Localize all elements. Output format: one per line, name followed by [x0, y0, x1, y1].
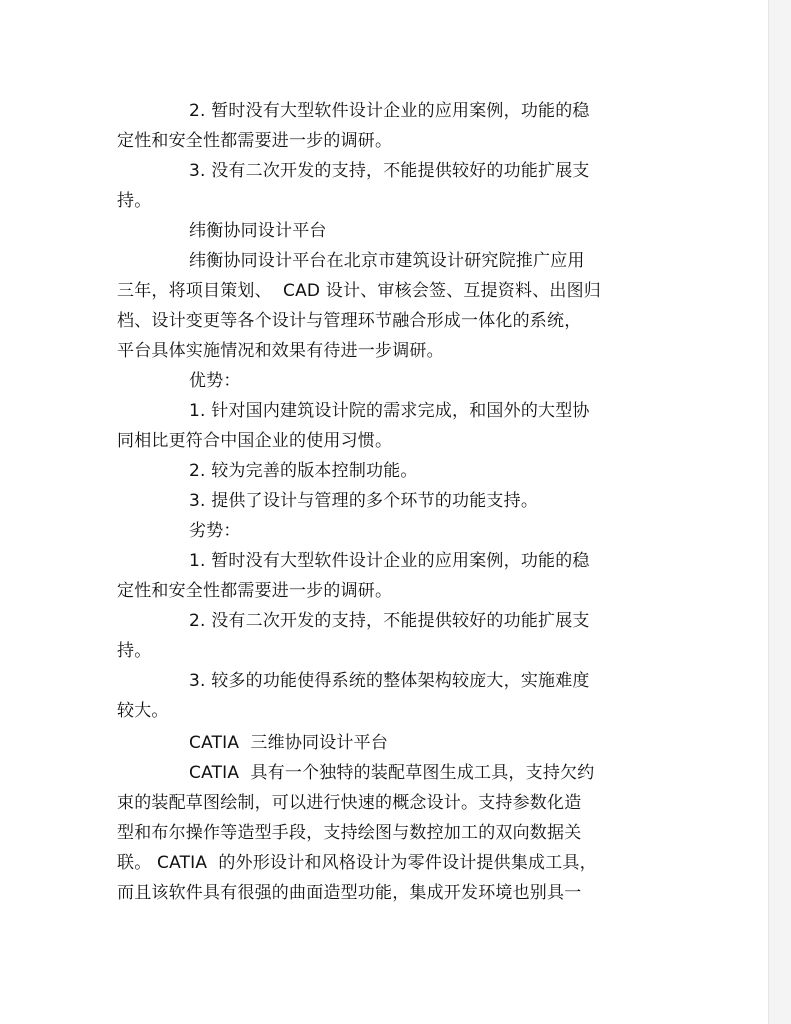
text-line: 2. 暂时没有大型软件设计企业的应用案例，功能的稳 [189, 101, 590, 121]
text-line: 持。 [117, 641, 152, 661]
subheading-disadvantages: 劣势： [189, 521, 241, 541]
text-line: 3. 较多的功能使得系统的整体架构较庞大，实施难度 [189, 671, 590, 691]
text-line: 定性和安全性都需要进一步的调研。 [117, 581, 393, 601]
text-line: 2. 没有二次开发的支持，不能提供较好的功能扩展支 [189, 611, 590, 631]
section-heading: 纬衡协同设计平台 [189, 221, 327, 241]
text-line: 较大。 [117, 701, 169, 721]
subheading-advantages: 优势： [189, 371, 241, 391]
text-line: 纬衡协同设计平台在北京市建筑设计研究院推广应用 [189, 251, 585, 271]
text-line: 平台具体实施情况和效果有待进一步调研。 [117, 341, 444, 361]
text-line: 束的装配草图绘制，可以进行快速的概念设计。支持参数化造 [117, 793, 582, 813]
text-line: 2. 较为完善的版本控制功能。 [189, 461, 418, 481]
text-line: 持。 [117, 191, 152, 211]
text-line: 1. 暂时没有大型软件设计企业的应用案例，功能的稳 [189, 551, 590, 571]
text-line: 定性和安全性都需要进一步的调研。 [117, 131, 393, 151]
text-line: 3. 没有二次开发的支持，不能提供较好的功能扩展支 [189, 161, 590, 181]
text-line: 3. 提供了设计与管理的多个环节的功能支持。 [189, 491, 539, 511]
text-line: 档、设计变更等各个设计与管理环节融合形成一体化的系统， [117, 311, 582, 331]
text-line: 联。 CATIA 的外形设计和风格设计为零件设计提供集成工具， [117, 853, 597, 873]
text-line: 型和布尔操作等造型手段，支持绘图与数控加工的双向数据关 [117, 823, 582, 843]
section-heading: CATIA 三维协同设计平台 [189, 733, 389, 753]
text-line: 同相比更符合中国企业的使用习惯。 [117, 431, 393, 451]
text-line: CATIA 具有一个独特的装配草图生成工具，支持欠约 [189, 763, 595, 783]
text-line: 1. 针对国内建筑设计院的需求完成，和国外的大型协 [189, 401, 590, 421]
text-line: 而且该软件具有很强的曲面造型功能，集成开发环境也别具一 [117, 883, 582, 903]
text-line: 三年，将项目策划、 CAD 设计、审核会签、互提资料、出图归 [117, 281, 602, 301]
page-edge-margin [768, 0, 791, 1024]
